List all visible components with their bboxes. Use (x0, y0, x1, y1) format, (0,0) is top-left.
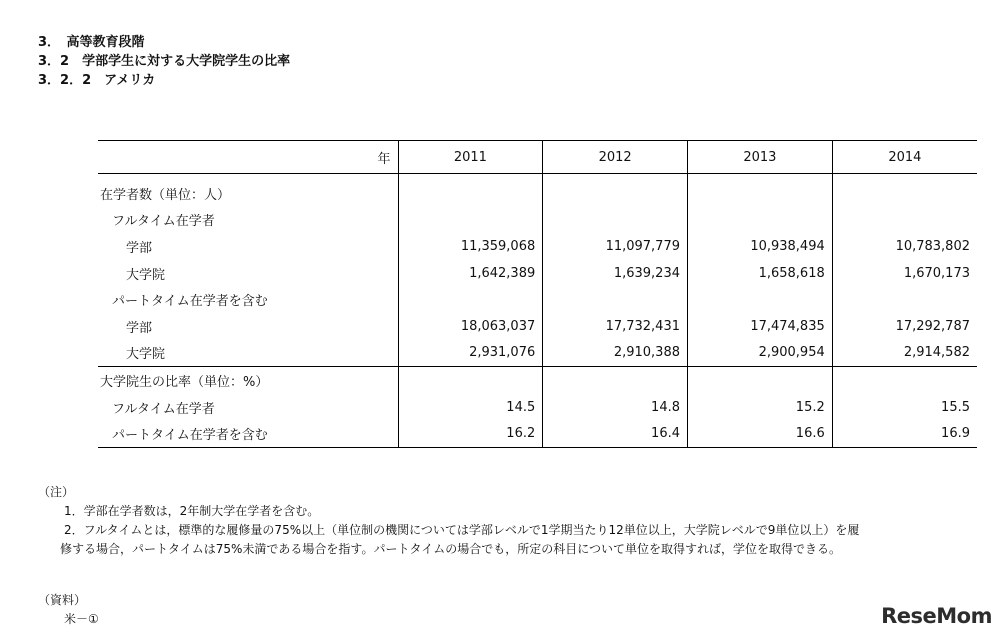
table-row (98, 260, 977, 287)
notes-title: （注） (38, 485, 75, 499)
group-title-fulltime: フルタイム在学者 (112, 214, 215, 230)
row-label: フルタイム在学者 (112, 401, 215, 417)
row-label: パートタイム在学者を含む (98, 420, 398, 447)
cell-value: 2,914,582 (832, 340, 977, 367)
cell-value: 17,732,431 (543, 313, 688, 340)
cell-value: 16.4 (543, 420, 688, 447)
cell-value: 16.9 (832, 420, 977, 447)
cell-value: 2,900,954 (688, 340, 833, 367)
heading-level-2: 3．2 学部学生に対する大学院学生の比率 (38, 54, 291, 69)
enrollment-table (98, 140, 977, 448)
heading-level-1: 3． 高等教育段階 (38, 35, 145, 50)
table-row (98, 313, 977, 340)
table-row (98, 233, 977, 260)
cell-value: 1,658,618 (688, 260, 833, 287)
cell-value: 18,063,037 (398, 313, 543, 340)
group-title-row (98, 286, 977, 313)
section-title-row (98, 367, 977, 394)
cell-value: 2,910,388 (543, 340, 688, 367)
resemom-logo: ReseMom (881, 604, 992, 628)
row-label: 大学院 (98, 340, 398, 367)
table-header-row (98, 141, 977, 174)
year-2013: 2013 (688, 141, 833, 174)
group-title-row (98, 207, 977, 234)
cell-value: 15.2 (688, 394, 833, 421)
section-title-enrollment: 在学者数（単位：人） (100, 187, 231, 203)
table-row (98, 394, 977, 421)
year-header: 年 (98, 141, 398, 174)
source-block (38, 591, 99, 629)
cell-value: 10,938,494 (688, 233, 833, 260)
row-label: 学部 (126, 320, 153, 336)
cell-value: 1,642,389 (398, 260, 543, 287)
year-2014: 2014 (832, 141, 977, 174)
cell-value: 17,474,835 (688, 313, 833, 340)
note-2-line-2: 修する場合，パートタイムは75%未満である場合を指す。パートタイムの場合でも，所定の科目について単位を取得すれば，学位を取得できる。 (60, 542, 841, 556)
cell-value: 2,931,076 (398, 340, 543, 367)
year-2011: 2011 (398, 141, 543, 174)
cell-value: 11,359,068 (398, 233, 543, 260)
section-title-row (98, 180, 977, 207)
cell-value: 16.6 (688, 420, 833, 447)
source-item: 米－① (64, 612, 99, 626)
note-2-line-1: 2．フルタイムとは，標準的な履修量の75%以上（単位制の機関については学部レベルで1学期当たり12単位以上，大学院レベルで9単位以上）を履 (64, 523, 860, 537)
cell-value: 17,292,787 (832, 313, 977, 340)
row-label: 大学院 (126, 267, 166, 283)
group-title-parttime: パートタイム在学者を含む (112, 294, 268, 310)
heading-level-3: 3．2．2 アメリカ (38, 73, 156, 88)
year-2012: 2012 (543, 141, 688, 174)
table-row (98, 340, 977, 367)
note-1: 1．学部在学者数は，2年制大学在学者を含む。 (64, 504, 320, 518)
notes-block (38, 483, 968, 559)
source-title: （資料） (38, 593, 87, 607)
cell-value: 16.2 (398, 420, 543, 447)
section-title-ratio: 大学院生の比率（単位：%） (100, 374, 269, 390)
cell-value: 11,097,779 (543, 233, 688, 260)
cell-value: 1,670,173 (832, 260, 977, 287)
cell-value: 1,639,234 (543, 260, 688, 287)
cell-value: 10,783,802 (832, 233, 977, 260)
cell-value: 14.5 (398, 394, 543, 421)
cell-value: 14.8 (543, 394, 688, 421)
document-headings (38, 33, 290, 90)
row-label: 学部 (126, 240, 153, 256)
cell-value: 15.5 (832, 394, 977, 421)
table-row (98, 420, 977, 447)
